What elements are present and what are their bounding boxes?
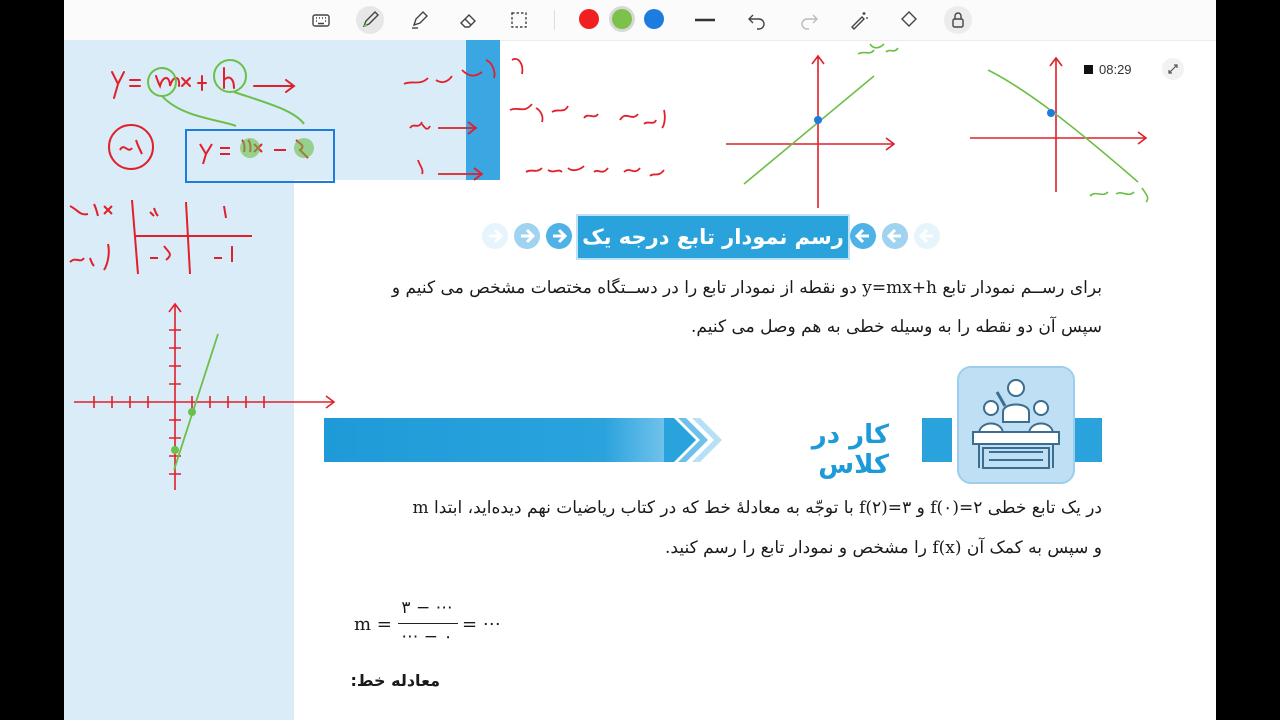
task-line-1: در یک تابع خطی ۲=(۰)f و ۳=(۲)f با توجّه به معادلهٔ خط که در کتاب ریاضیات نهم دیده‌اید، ابتدا m: [412, 498, 1102, 518]
green-color-swatch[interactable]: [612, 9, 632, 29]
pen-icon[interactable]: [356, 6, 384, 34]
right-letterbox: [1216, 0, 1280, 720]
classwork-title: کار در کلاس: [811, 420, 889, 480]
left-letterbox: [0, 0, 64, 720]
classwork-band: [324, 418, 674, 462]
lock-icon[interactable]: [944, 6, 972, 34]
slope-numerator: ۳ − ⋯: [401, 598, 453, 618]
toolbar-divider: [554, 10, 555, 30]
page-accent-bar: [466, 40, 500, 180]
highlighter-icon[interactable]: [405, 6, 433, 34]
fraction-bar: [398, 623, 458, 624]
keyboard-icon[interactable]: [307, 6, 335, 34]
recording-time: 08:29: [1099, 61, 1132, 77]
classwork-band-right-cap: [1072, 418, 1102, 462]
task-line-2: و سپس به کمک آن f(x) را مشخص و نمودار تابع را رسم کنید.: [665, 538, 1102, 558]
undo-icon[interactable]: [743, 6, 771, 34]
intro-line-2: سپس آن دو نقطه را به وسیله خطی به هم وصل می کنیم.: [691, 317, 1102, 337]
redo-icon[interactable]: [795, 6, 823, 34]
red-color-swatch[interactable]: [579, 9, 599, 29]
blue-color-swatch[interactable]: [644, 9, 664, 29]
page-margin-left: [64, 40, 294, 720]
whiteboard-canvas[interactable]: [64, 0, 1216, 720]
drawing-toolbar: [64, 0, 1216, 41]
stroke-width-icon[interactable]: [691, 6, 719, 34]
collapse-icon[interactable]: [1162, 58, 1184, 80]
slope-result: = ⋯: [462, 614, 501, 635]
intro-line-1: برای رســم نمودار تابع y=mx+h دو نقطه از نمودار تابع را در دســتگاه مختصات مشخص می کنیم و: [391, 278, 1102, 298]
banner-chevrons-right: [847, 220, 947, 252]
recording-timer: [1084, 59, 1132, 79]
lesson-title: رسم نمودار تابع درجه یک: [576, 214, 850, 260]
record-stop-icon[interactable]: [1084, 65, 1093, 74]
classwork-band-arrows: [664, 418, 724, 462]
line-equation-label: معادله خط:: [350, 671, 440, 690]
classroom-illustration-icon: [957, 366, 1075, 484]
slope-label: m =: [354, 614, 392, 635]
eraser-icon[interactable]: [454, 6, 482, 34]
magic-wand-icon[interactable]: [845, 6, 873, 34]
slope-denominator: ⋯ − ۰: [401, 627, 453, 647]
lasso-select-icon[interactable]: [505, 6, 533, 34]
classwork-band-left-cap: [922, 418, 952, 462]
banner-chevrons-left: [479, 220, 579, 252]
page-margin-top: [294, 40, 466, 180]
shapes-icon[interactable]: [895, 6, 923, 34]
